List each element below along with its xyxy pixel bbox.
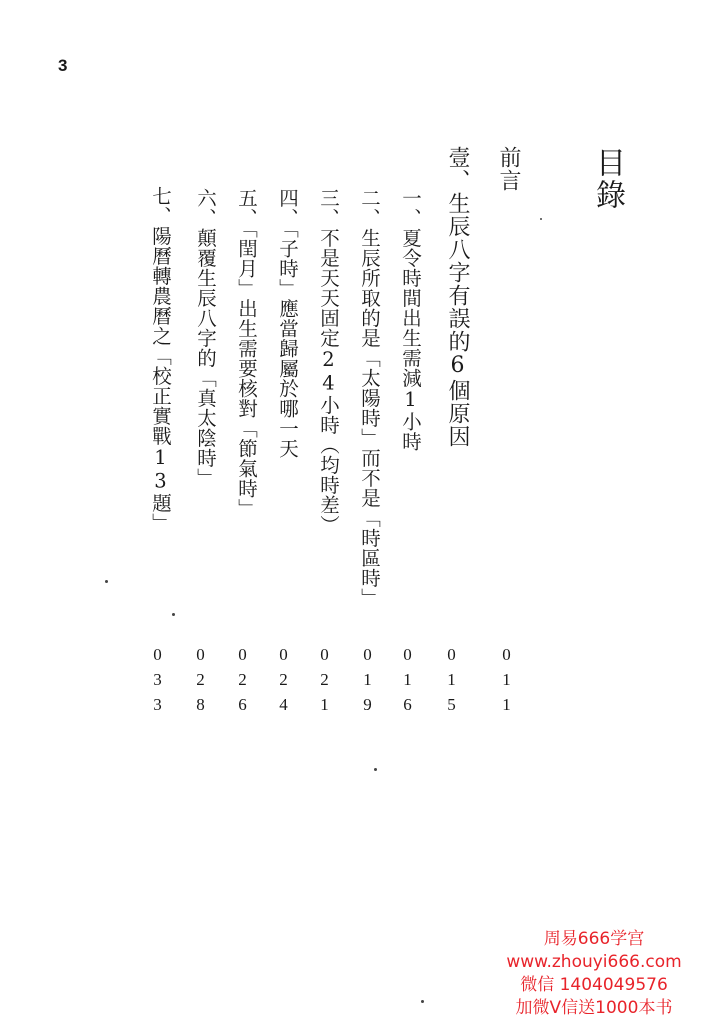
toc-page-number: 011 bbox=[497, 645, 516, 720]
toc-page-number: 033 bbox=[148, 645, 167, 720]
section-heading: 壹、生辰八字有誤的6個原因 bbox=[445, 146, 470, 448]
watermark bbox=[489, 928, 699, 1020]
page-number: 3 bbox=[58, 56, 68, 75]
toc-page-number: 026 bbox=[233, 645, 252, 720]
watermark-line: 微信 1404049576 bbox=[520, 975, 668, 995]
scan-speck bbox=[172, 613, 175, 616]
toc-entry: 五、「閏月」出生需要核對「節氣時」 bbox=[235, 188, 258, 519]
toc-page-number: 015 bbox=[442, 645, 461, 720]
toc-page-number: 024 bbox=[274, 645, 293, 720]
toc-preface: 前言 bbox=[496, 146, 521, 192]
toc-title: 目錄 bbox=[590, 147, 625, 211]
toc-entry: 二、生辰所取的是「太陽時」而不是「時區時」 bbox=[358, 188, 381, 608]
toc-page-number: 019 bbox=[358, 645, 377, 720]
toc-entry: 一、夏令時間出生需減1小時 bbox=[399, 188, 422, 452]
toc-entry: 四、「子時」應當歸屬於哪一天 bbox=[276, 188, 299, 459]
watermark-line: 周易666学宫 bbox=[543, 929, 645, 949]
scan-speck bbox=[105, 580, 108, 583]
watermark-line: www.zhouyi666.com bbox=[506, 952, 682, 972]
scan-speck bbox=[540, 218, 542, 220]
watermark-line: 加微V信送1000本书 bbox=[515, 998, 673, 1018]
toc-page-number: 028 bbox=[191, 645, 210, 720]
toc-page-number: 016 bbox=[398, 645, 417, 720]
toc-entry: 三、不是天天固定24小時（均時差） bbox=[317, 188, 340, 535]
scan-speck bbox=[374, 768, 377, 771]
scan-speck bbox=[421, 1000, 424, 1003]
toc-page-number: 021 bbox=[315, 645, 334, 720]
toc-entry: 六、顛覆生辰八字的「真太陰時」 bbox=[194, 188, 217, 488]
toc-entry: 七、陽曆轉農曆之「校正實戰13題」 bbox=[149, 186, 172, 533]
